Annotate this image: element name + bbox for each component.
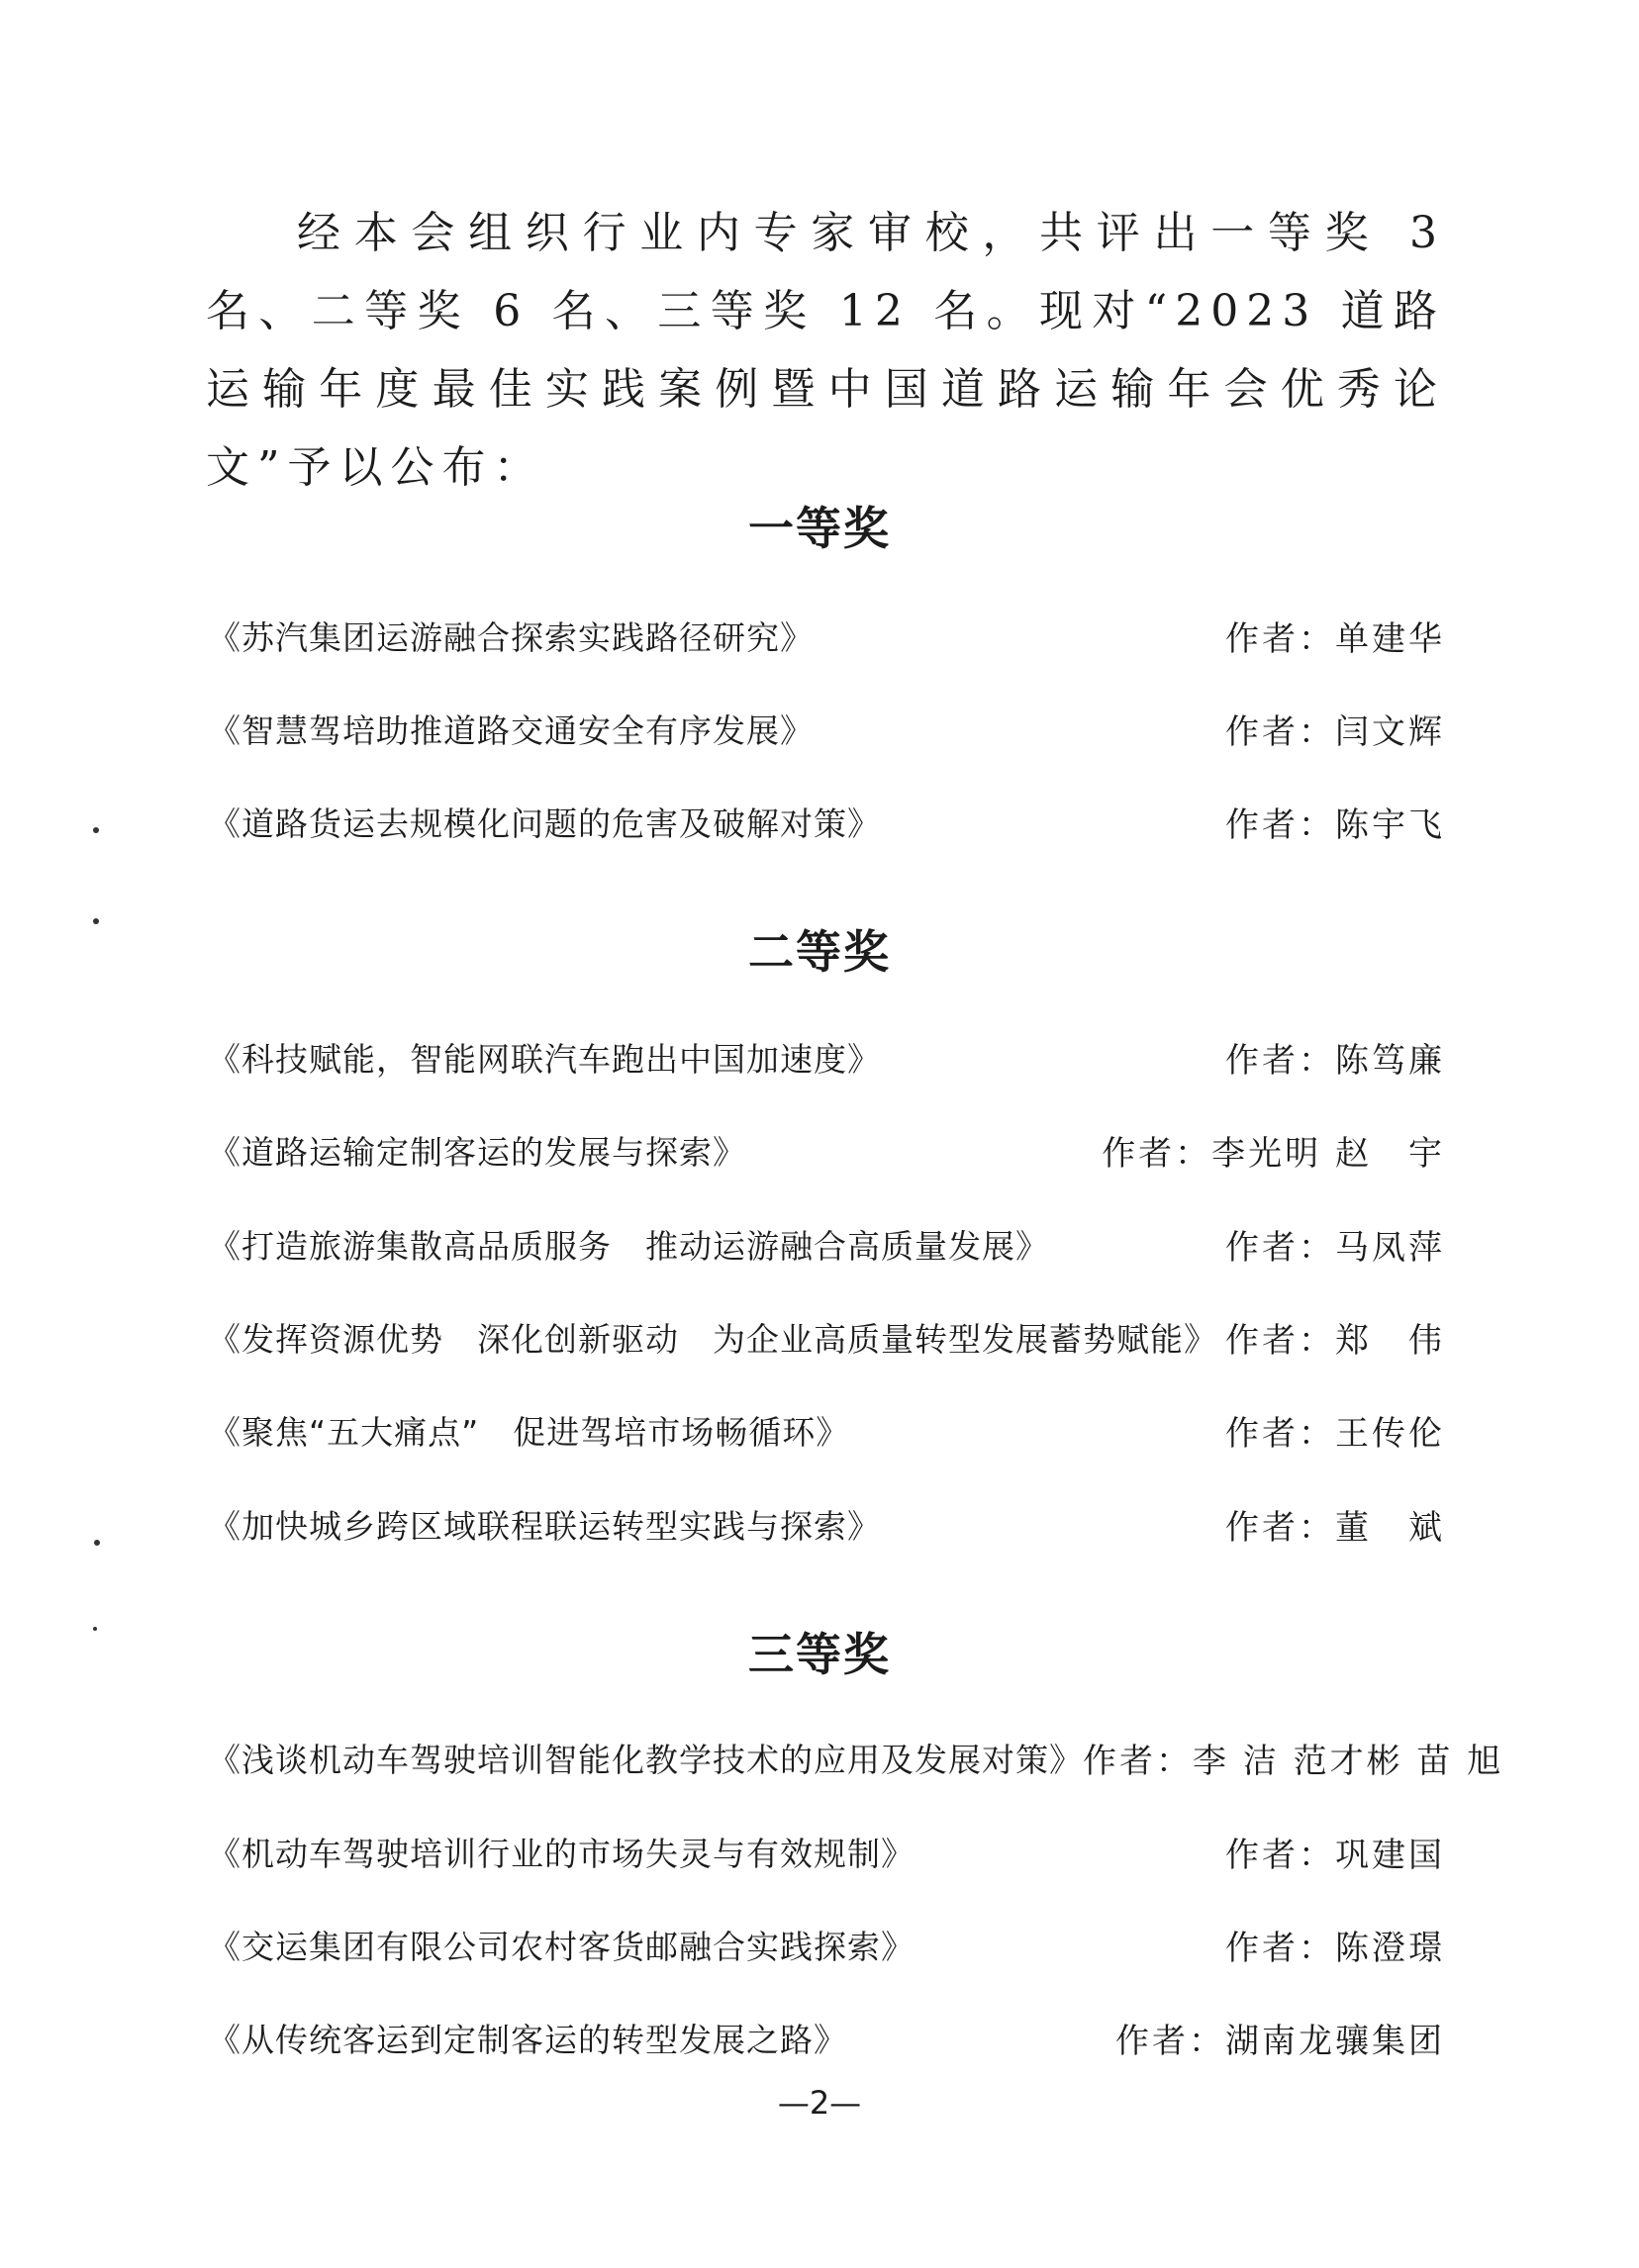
paper-title: 《交运集团有限公司农村客货邮融合实践探索》: [208, 1927, 915, 1966]
third-prize-heading: 三等奖: [748, 1628, 891, 1681]
list-item: [208, 1122, 1445, 1178]
intro-paragraph: 经本会组织行业内专家审校，共评出一等奖 3 名、二等奖 6 名、三等奖 12 名。现对“2023 道路运输年度最佳实践案例暨中国道路运输年会优秀论文”予以公布：: [206, 208, 1445, 493]
paper-title: 《发挥资源优势 深化创新驱动 为企业高质量转型发展蓄势赋能》: [208, 1319, 1217, 1359]
scan-speck: [93, 827, 99, 833]
paper-author: 作者：马凤萍: [1225, 1227, 1445, 1268]
paper-author: 作者：王传伦: [1225, 1413, 1445, 1454]
paper-title: 《从传统客运到定制客运的转型发展之路》: [208, 2020, 847, 2059]
list-item: [208, 794, 1445, 849]
list-item: [208, 1496, 1445, 1552]
list-item: [208, 2010, 1445, 2065]
list-item: [208, 1730, 1504, 1785]
list-item: [208, 1029, 1445, 1085]
paper-author: 作者：陈澄璟: [1225, 1928, 1445, 1968]
paper-author: 作者：湖南龙骧集团: [1115, 2021, 1445, 2061]
list-item: [208, 1824, 1445, 1879]
paper-title: 《苏汽集团运游融合探索实践路径研究》: [208, 617, 814, 657]
paper-title: 《聚焦“五大痛点” 促进驾培市场畅循环》: [208, 1412, 850, 1452]
scan-speck: [93, 918, 99, 924]
list-item: [208, 1917, 1445, 1972]
paper-author: 作者：陈宇飞: [1225, 804, 1445, 845]
scan-speck: [94, 1540, 100, 1546]
paper-title: 《机动车驾驶培训行业的市场失灵与有效规制》: [208, 1834, 915, 1873]
list-item: [208, 701, 1445, 756]
paper-title: 《道路货运去规模化问题的危害及破解对策》: [208, 803, 881, 843]
page-number: —2—: [777, 2084, 862, 2122]
paper-author: 作者：单建华: [1225, 618, 1445, 659]
paper-title: 《智慧驾培助推道路交通安全有序发展》: [208, 710, 814, 750]
list-item: [208, 1216, 1445, 1272]
second-prize-heading: 二等奖: [748, 925, 891, 979]
list-item: [208, 1309, 1445, 1365]
list-item: [208, 608, 1445, 663]
paper-author: 作者：巩建国: [1225, 1835, 1445, 1875]
list-item: [208, 1402, 1445, 1458]
scan-speck: [93, 1627, 97, 1631]
paper-title: 《道路运输定制客运的发展与探索》: [208, 1132, 746, 1172]
paper-author: 作者：董 斌: [1225, 1507, 1445, 1548]
paper-title: 《加快城乡跨区域联程联运转型实践与探索》: [208, 1506, 881, 1546]
paper-author: 作者：李 洁 范才彬 苗 旭: [1083, 1741, 1504, 1781]
paper-author: 作者：陈笃廉: [1225, 1040, 1445, 1081]
paper-author: 作者：郑 伟: [1225, 1320, 1445, 1361]
paper-title: 《打造旅游集散高品质服务 推动运游融合高质量发展》: [208, 1226, 1049, 1266]
paper-author: 作者：闫文辉: [1225, 711, 1445, 752]
paper-author: 作者：李光明 赵 宇: [1102, 1133, 1445, 1174]
paper-title: 《科技赋能，智能网联汽车跑出中国加速度》: [208, 1039, 881, 1079]
first-prize-heading: 一等奖: [748, 502, 891, 555]
paper-title: 《浅谈机动车驾驶培训智能化教学技术的应用及发展对策》: [208, 1740, 1083, 1779]
